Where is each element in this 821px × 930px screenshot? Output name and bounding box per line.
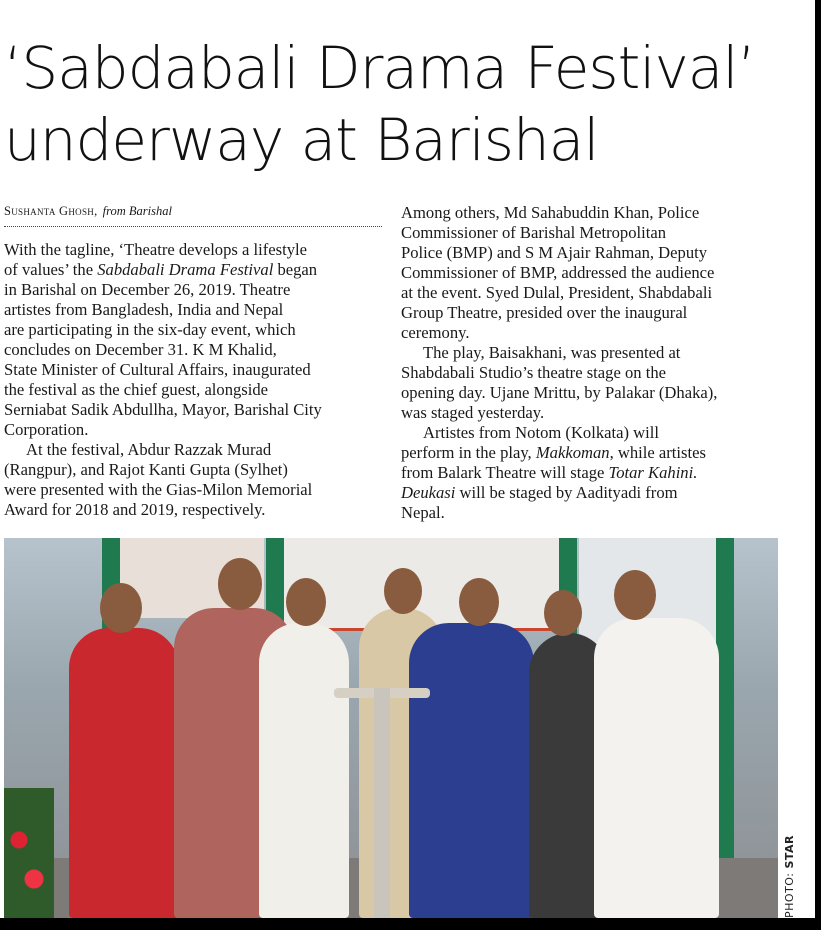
person-head (286, 578, 326, 626)
page-bottom-bar (0, 918, 821, 930)
text-line: were presented with the Gias-Milon Memorial (4, 480, 313, 499)
text-line: from Balark Theatre will stage (401, 463, 609, 482)
text-line: At the festival, Abdur Razzak Murad (26, 440, 272, 459)
headline-line-1: ‘Sabdabali Drama Festival’ (4, 34, 755, 102)
article-column-2 (401, 203, 785, 523)
person-head (218, 558, 262, 610)
text-line: of values’ the (4, 260, 98, 279)
headline (4, 32, 816, 176)
person (259, 623, 349, 918)
text-line: artistes from Bangladesh, India and Nepal (4, 300, 284, 319)
text-line: Police (BMP) and S M Ajair Rahman, Deputy (401, 243, 708, 262)
text-line: Shabdabali Studio’s theatre stage on the (401, 363, 666, 382)
text-line: opening day. Ujane Mrittu, by Palakar (Dhaka), (401, 383, 718, 402)
text-line: The play, Baisakhani, was presented at (423, 343, 681, 362)
text-line: was staged yesterday. (401, 403, 545, 422)
text-line: are participating in the six-day event, which (4, 320, 296, 339)
page-right-edge (815, 0, 821, 930)
photo-credit-source: STAR (783, 834, 796, 869)
play-title: Deukasi (401, 483, 456, 502)
person (594, 618, 719, 918)
text-line: concludes on December 31. K M Khalid, (4, 340, 277, 359)
text-line: at the event. Syed Dulal, President, Shabdabali (401, 283, 713, 302)
paragraph (401, 203, 785, 343)
text-line: (Rangpur), and Rajot Kanti Gupta (Sylhet) (4, 460, 288, 479)
byline-author: Sushanta Ghosh, (4, 204, 98, 218)
text-line: ceremony. (401, 323, 470, 342)
ceremonial-lamp (374, 688, 390, 918)
paragraph (4, 440, 386, 520)
text-line: Corporation. (4, 420, 89, 439)
text-line: began (273, 260, 318, 279)
text-line: will be staged by Aadityadi from (455, 483, 678, 502)
paragraph (401, 343, 785, 423)
person-head (544, 590, 582, 636)
text-line: Among others, Md Sahabuddin Khan, Police (401, 203, 700, 222)
text-line: perform in the play, (401, 443, 536, 462)
text-line: Group Theatre, presided over the inaugural (401, 303, 688, 322)
text-line: State Minister of Cultural Affairs, inaugurated (4, 360, 311, 379)
byline-location: from Barishal (102, 204, 172, 218)
person (69, 628, 179, 918)
article-column-1 (4, 240, 386, 520)
text-line: With the tagline, ‘Theatre develops a lifestyle (4, 240, 307, 259)
headline-line-2: underway at Barishal (4, 106, 599, 174)
text-line: Artistes from Notom (Kolkata) will (423, 423, 659, 442)
text-line: Award for 2018 and 2019, respectively. (4, 500, 266, 519)
text-line: Serniabat Sadik Abdullha, Mayor, Barishal City (4, 400, 322, 419)
text-line: , while artistes (609, 443, 706, 462)
paragraph (401, 423, 785, 523)
text-line: the festival as the chief guest, alongside (4, 380, 269, 399)
play-title: Makkoman (535, 443, 610, 462)
paragraph (4, 240, 386, 440)
flower-bouquet (4, 788, 54, 918)
play-title: Totar Kahini. (608, 463, 698, 482)
festival-name: Sabdabali Drama Festival (97, 260, 274, 279)
text-line: Commissioner of BMP, addressed the audience (401, 263, 715, 282)
person-head (459, 578, 499, 626)
text-line: in Barishal on December 26, 2019. Theatre (4, 280, 291, 299)
photo-credit-prefix: PHOTO: (783, 868, 796, 918)
text-line: Nepal. (401, 503, 445, 522)
photo-credit (783, 835, 796, 918)
text-line: Commissioner of Barishal Metropolitan (401, 223, 667, 242)
person (409, 623, 534, 918)
byline (4, 204, 382, 227)
person-head (614, 570, 656, 620)
event-photo (4, 538, 778, 918)
person-head (100, 583, 142, 633)
person-head (384, 568, 422, 614)
